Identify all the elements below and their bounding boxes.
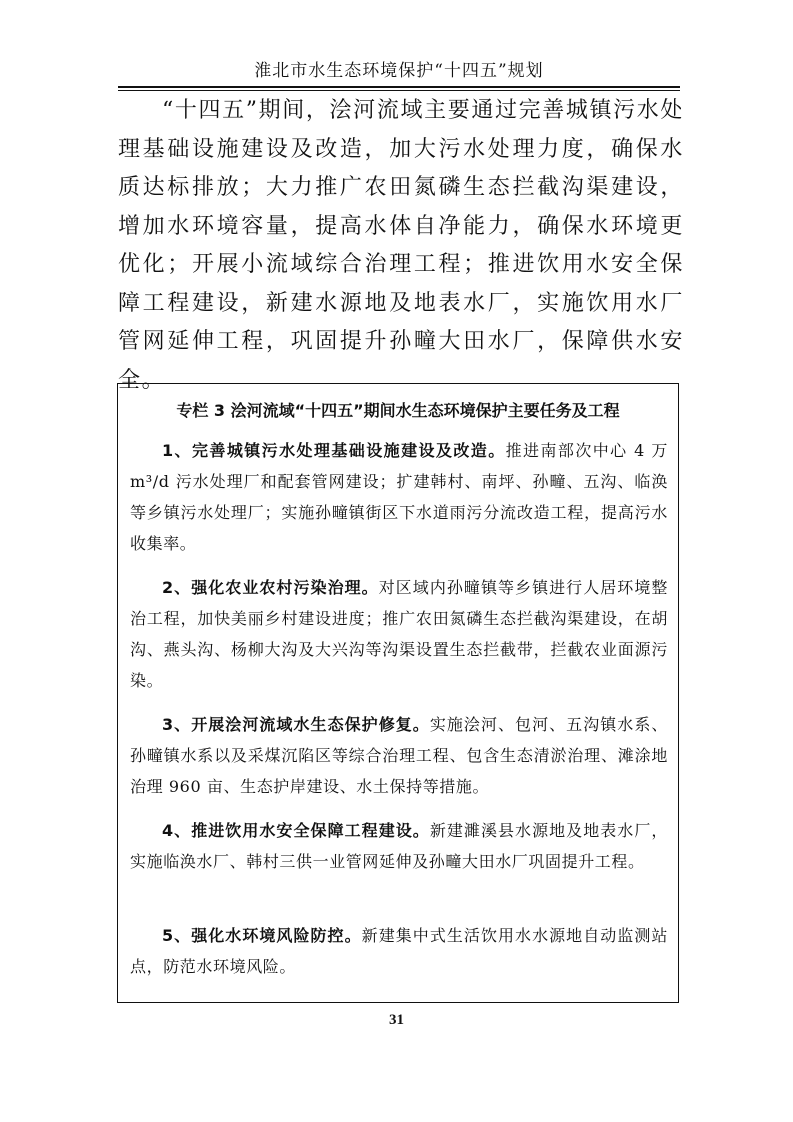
task-item-3-lead: 3、开展浍河流域水生态保护修复。 <box>162 715 430 734</box>
task-item-1-text: 推进南部次中心 4 万 m³/d 污水处理厂和配套管网建设；扩建韩村、南坪、孙疃、五沟、临涣等乡镇污水处理厂；实施孙疃镇街区下水道雨污分流改造工程，提高污水收集率。 <box>130 441 668 553</box>
task-item-4-text: 新建濉溪县水源地及地表水厂，实施临涣水厂、韩村三供一业管网延伸及孙疃大田水厂巩固提升工程。 <box>130 821 668 871</box>
task-item-4 <box>130 815 668 877</box>
task-item-2-text: 对区域内孙疃镇等乡镇进行人居环境整治工程，加快美丽乡村建设进度；推广农田氮磷生态拦截沟渠建设，在胡沟、燕头沟、杨柳大沟及大兴沟等沟渠设置生态拦截带，拦截农业面源污染。 <box>130 578 668 690</box>
task-item-1-lead: 1、完善城镇污水处理基础设施建设及改造。 <box>162 441 506 460</box>
task-item-5-lead: 5、强化水环境风险防控。 <box>162 926 362 945</box>
box-title: 专栏 3 浍河流域“十四五”期间水生态环境保护主要任务及工程 <box>176 401 620 420</box>
task-item-5 <box>130 920 668 982</box>
task-item-5-text: 新建集中式生活饮用水水源地自动监测站点，防范水环境风险。 <box>130 926 668 976</box>
task-item-3-text: 实施浍河、包河、五沟镇水系、孙疃镇水系以及采煤沉陷区等综合治理工程、包含生态清淤治理、滩涂地治理 960 亩、生态护岸建设、水土保持等措施。 <box>130 715 668 796</box>
task-item-2-lead: 2、强化农业农村污染治理。 <box>162 578 379 597</box>
header-rule-thin <box>118 90 680 91</box>
body-paragraph: “十四五”期间，浍河流域主要通过完善城镇污水处理基础设施建设及改造，加大污水处理力度，确保水质达标排放；大力推广农田氮磷生态拦截沟渠建设，增加水环境容量，提高水体自净能力，确保水环境更优化；开展小流域综合治理工程；推进饮用水安全保障工程建设，新建水源地及地表水厂，实施饮用水厂管网延伸工程，巩固提升孙疃大田水厂，保障供水安全。 <box>118 98 684 393</box>
task-item-3 <box>130 709 668 802</box>
task-item-4-lead: 4、推进饮用水安全保障工程建设。 <box>162 821 430 840</box>
page-number: 31 <box>389 1012 404 1028</box>
task-item-1 <box>130 435 668 559</box>
task-item-2 <box>130 572 668 696</box>
column-box <box>117 383 679 1003</box>
header-title: 淮北市水生态环境保护“十四五”规划 <box>254 61 544 81</box>
header-rule-thick <box>118 86 680 88</box>
